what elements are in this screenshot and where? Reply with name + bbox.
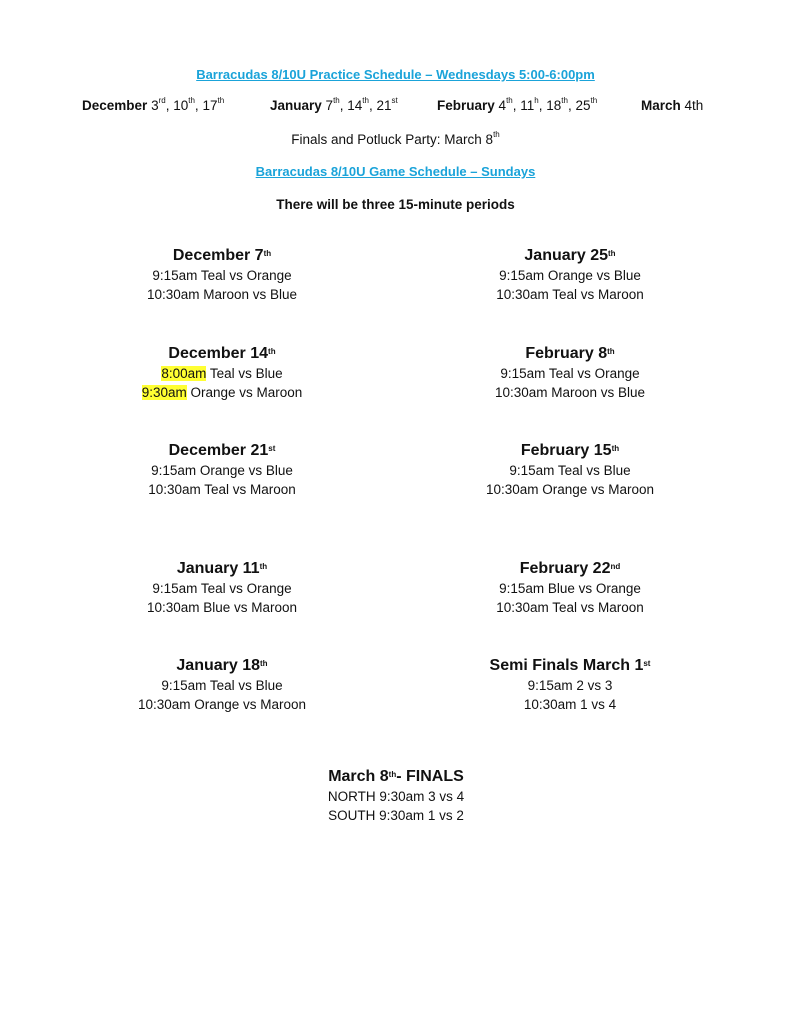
date-suffix: th [217,96,225,105]
game-date [390,344,750,364]
game-time: 9:15am [152,581,198,596]
game-time: 9:15am [509,463,555,478]
game-line [390,285,750,304]
date-suffix: th [561,96,568,105]
game-time: 9:15am [152,268,198,283]
game-time: 10:30am [137,697,191,712]
date-number: 18 [546,98,562,113]
game-schedule-title[interactable]: Barracudas 8/10U Game Schedule – Sundays [255,164,536,179]
date-number: 11 [520,98,535,113]
game-time: 9:15am [500,366,546,381]
game-day [42,656,402,714]
date-label: January 11 [176,560,260,577]
game-date [42,344,402,364]
game-matchup: Teal vs Maroon [552,600,644,615]
date-label: January 25 [524,247,609,264]
game-matchup: Orange vs Maroon [190,385,303,400]
game-time: 9:30am [141,385,187,400]
practice-schedule-title[interactable]: Barracudas 8/10U Practice Schedule – Wednesdays 5:00-6:00pm [196,67,595,82]
game-matchup: Blue vs Maroon [203,600,298,615]
game-line [42,695,402,714]
game-line [390,383,750,402]
game-date [390,559,750,579]
game-time: 9:15am [527,678,573,693]
date-suffix: th [188,96,195,105]
game-matchup: Maroon vs Blue [551,385,646,400]
date-label: Semi Finals March 1 [489,657,644,674]
game-matchup: 1 vs 2 [427,808,464,823]
game-date [42,559,402,579]
game-date [390,656,750,676]
game-time: 9:15am [499,268,545,283]
date-suffix: th [611,444,620,453]
date-number: 4th [684,98,704,113]
date-number: 17 [202,98,218,113]
game-line [42,364,402,383]
month-name: March [641,98,681,113]
date-suffix: th [260,659,268,668]
game-time: 10:30am [485,482,539,497]
date-suffix: th [263,249,272,258]
game-time: 10:30am [496,600,549,615]
game-line [390,266,750,285]
game-day [42,344,402,402]
game-line [42,676,402,695]
game-time: 8:00am [161,366,207,381]
game-date [216,767,576,787]
game-date [42,441,402,461]
date-number: 4 [498,98,507,113]
game-line [42,480,402,499]
game-line [390,364,750,383]
game-day [42,246,402,304]
practice-month: February 4th, 11$^h$, 18th, 25th [437,96,598,113]
periods-note: There will be three 15-minute periods [276,197,515,212]
game-line [42,383,402,402]
game-day [42,441,402,499]
date-label: February 22 [519,560,611,577]
date-label: December 21 [168,442,269,459]
date-suffix: st [643,659,651,668]
game-time: 10:30am [146,287,200,302]
date-number: 3 [151,98,159,113]
date-suffix: th [259,562,268,571]
date-suffix: nd [610,562,621,571]
game-day [390,246,750,304]
game-matchup: 1 vs 4 [580,697,617,712]
date-label: December 14 [168,345,269,362]
date-suffix: th [506,96,513,105]
date-label: March 8 [328,768,389,785]
game-date [42,246,402,266]
date-suffix: st [391,96,398,105]
date-label: January 18 [176,657,261,674]
game-line [42,266,402,285]
month-name: December [82,98,148,113]
finals-party-sup: th [493,130,500,139]
game-matchup: Teal vs Blue [209,678,283,693]
game-matchup: Orange vs Blue [547,268,641,283]
game-day [42,559,402,617]
game-time: 10:30am [148,482,201,497]
date-number: 21 [376,98,392,113]
game-line [390,695,750,714]
game-date [390,441,750,461]
game-matchup: Orange vs Maroon [194,697,307,712]
game-line [216,787,576,806]
date-label: February 8 [525,345,608,362]
game-matchup: Teal vs Blue [557,463,631,478]
practice-month: January 7th, 14th, 21st [270,96,398,113]
date-suffix: th [608,249,616,258]
game-time: 9:15am [161,678,207,693]
date-suffix: st [268,444,276,453]
month-name: February [437,98,495,113]
game-line [390,480,750,499]
game-time: 10:30am [146,600,200,615]
game-line [42,579,402,598]
game-line [216,806,576,825]
game-matchup: 2 vs 3 [576,678,613,693]
date-number: 25 [575,98,591,113]
game-matchup: Orange vs Blue [199,463,293,478]
date-suffix: rd [158,96,166,105]
date-suffix: th [607,347,615,356]
game-time: 10:30am [494,385,548,400]
finals-label: - FINALS [396,768,464,785]
date-suffix: th [388,770,397,779]
game-matchup: Teal vs Maroon [204,482,296,497]
date-suffix: th [268,347,276,356]
game-line [42,461,402,480]
game-day [216,767,576,825]
game-day [390,656,750,714]
date-number: 14 [347,98,363,113]
game-date [390,246,750,266]
game-line [42,285,402,304]
game-matchup: Teal vs Orange [200,581,292,596]
game-line [390,461,750,480]
game-matchup: Teal vs Orange [200,268,292,283]
game-time: SOUTH 9:30am [328,808,425,823]
game-time: 10:30am [496,287,549,302]
game-matchup: Blue vs Orange [547,581,641,596]
game-matchup: Orange vs Maroon [542,482,655,497]
game-matchup: Teal vs Maroon [552,287,644,302]
game-line [42,598,402,617]
game-matchup: Teal vs Blue [209,366,283,381]
date-suffix: th [333,96,340,105]
game-line [390,579,750,598]
game-time: NORTH 9:30am [327,789,425,804]
date-number: 10 [173,98,189,113]
game-time: 9:15am [151,463,197,478]
practice-month [641,98,703,113]
game-matchup: Maroon vs Blue [203,287,298,302]
date-number: 7 [325,98,334,113]
game-day [390,441,750,499]
game-line [390,598,750,617]
finals-party-text: Finals and Potluck Party: March 8 [291,132,494,147]
game-line [390,676,750,695]
game-matchup: 3 vs 4 [428,789,465,804]
finals-party-note [0,132,791,147]
date-suffix: th [590,96,598,105]
date-label: December 7 [172,247,264,264]
month-name: January [270,98,322,113]
game-time: 9:15am [499,581,545,596]
date-label: February 15 [520,442,612,459]
date-suffix: th [362,96,369,105]
game-date [42,656,402,676]
game-time: 10:30am [523,697,577,712]
game-matchup: Teal vs Orange [548,366,640,381]
game-day [390,344,750,402]
date-suffix: h [534,96,539,105]
game-day [390,559,750,617]
practice-month: December 3rd, 10th, 17th [82,96,225,113]
